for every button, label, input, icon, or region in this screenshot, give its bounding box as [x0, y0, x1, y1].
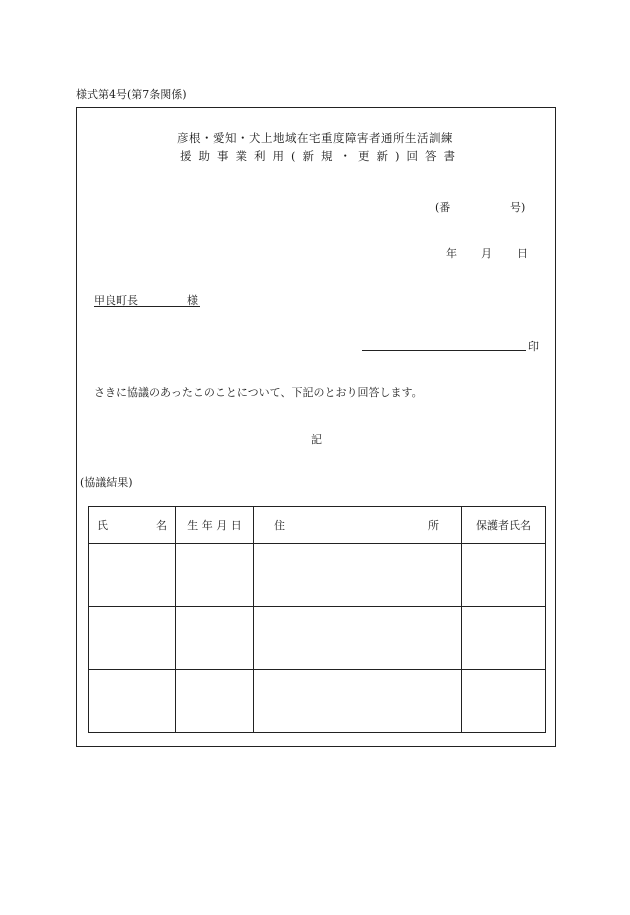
date-day: 日	[517, 247, 528, 260]
table-row	[89, 607, 546, 670]
date-year: 年	[446, 247, 457, 260]
header-birthdate	[176, 507, 254, 544]
number-open: (番	[435, 201, 451, 214]
header-guardian	[462, 507, 546, 544]
results-table	[88, 506, 546, 733]
cell-guardian[interactable]	[462, 544, 546, 607]
body-text: さきに協議のあったこのことについて、下記のとおり回答します。	[94, 386, 423, 399]
header-name-left: 氏	[97, 519, 108, 532]
note-heading: 記	[311, 433, 322, 446]
table-row	[89, 544, 546, 607]
cell-birthdate[interactable]	[176, 607, 254, 670]
header-guardian-label: 保護者氏名	[476, 519, 531, 532]
form-title-line2: 援助事業利用(新規・更新)回答書	[180, 149, 462, 163]
number-close: 号)	[510, 201, 526, 214]
results-label: (協議結果)	[80, 476, 133, 489]
addressee-honorific: 様	[187, 294, 198, 307]
cell-guardian[interactable]	[462, 670, 546, 733]
cell-name[interactable]	[89, 544, 176, 607]
date-month: 月	[481, 247, 492, 260]
cell-address[interactable]	[254, 607, 462, 670]
addressee-underline	[94, 306, 200, 307]
table-row	[89, 670, 546, 733]
table-header-row	[89, 507, 546, 544]
addressee-name: 甲良町長	[94, 294, 138, 307]
cell-name[interactable]	[89, 670, 176, 733]
header-birthdate-label: 生 年 月 日	[187, 519, 242, 532]
cell-name[interactable]	[89, 607, 176, 670]
cell-birthdate[interactable]	[176, 670, 254, 733]
form-title-line1: 彦根・愛知・犬上地域在宅重度障害者通所生活訓練	[177, 131, 453, 145]
header-name-right: 名	[156, 519, 167, 532]
header-address	[254, 507, 462, 544]
seal-mark: 印	[528, 340, 539, 353]
cell-address[interactable]	[254, 670, 462, 733]
cell-birthdate[interactable]	[176, 544, 254, 607]
header-name	[89, 507, 176, 544]
cell-address[interactable]	[254, 544, 462, 607]
signature-line	[362, 350, 526, 351]
header-address-right: 所	[428, 519, 439, 532]
header-address-left: 住	[274, 519, 285, 532]
form-number-label: 様式第4号(第7条関係)	[76, 88, 187, 101]
cell-guardian[interactable]	[462, 607, 546, 670]
